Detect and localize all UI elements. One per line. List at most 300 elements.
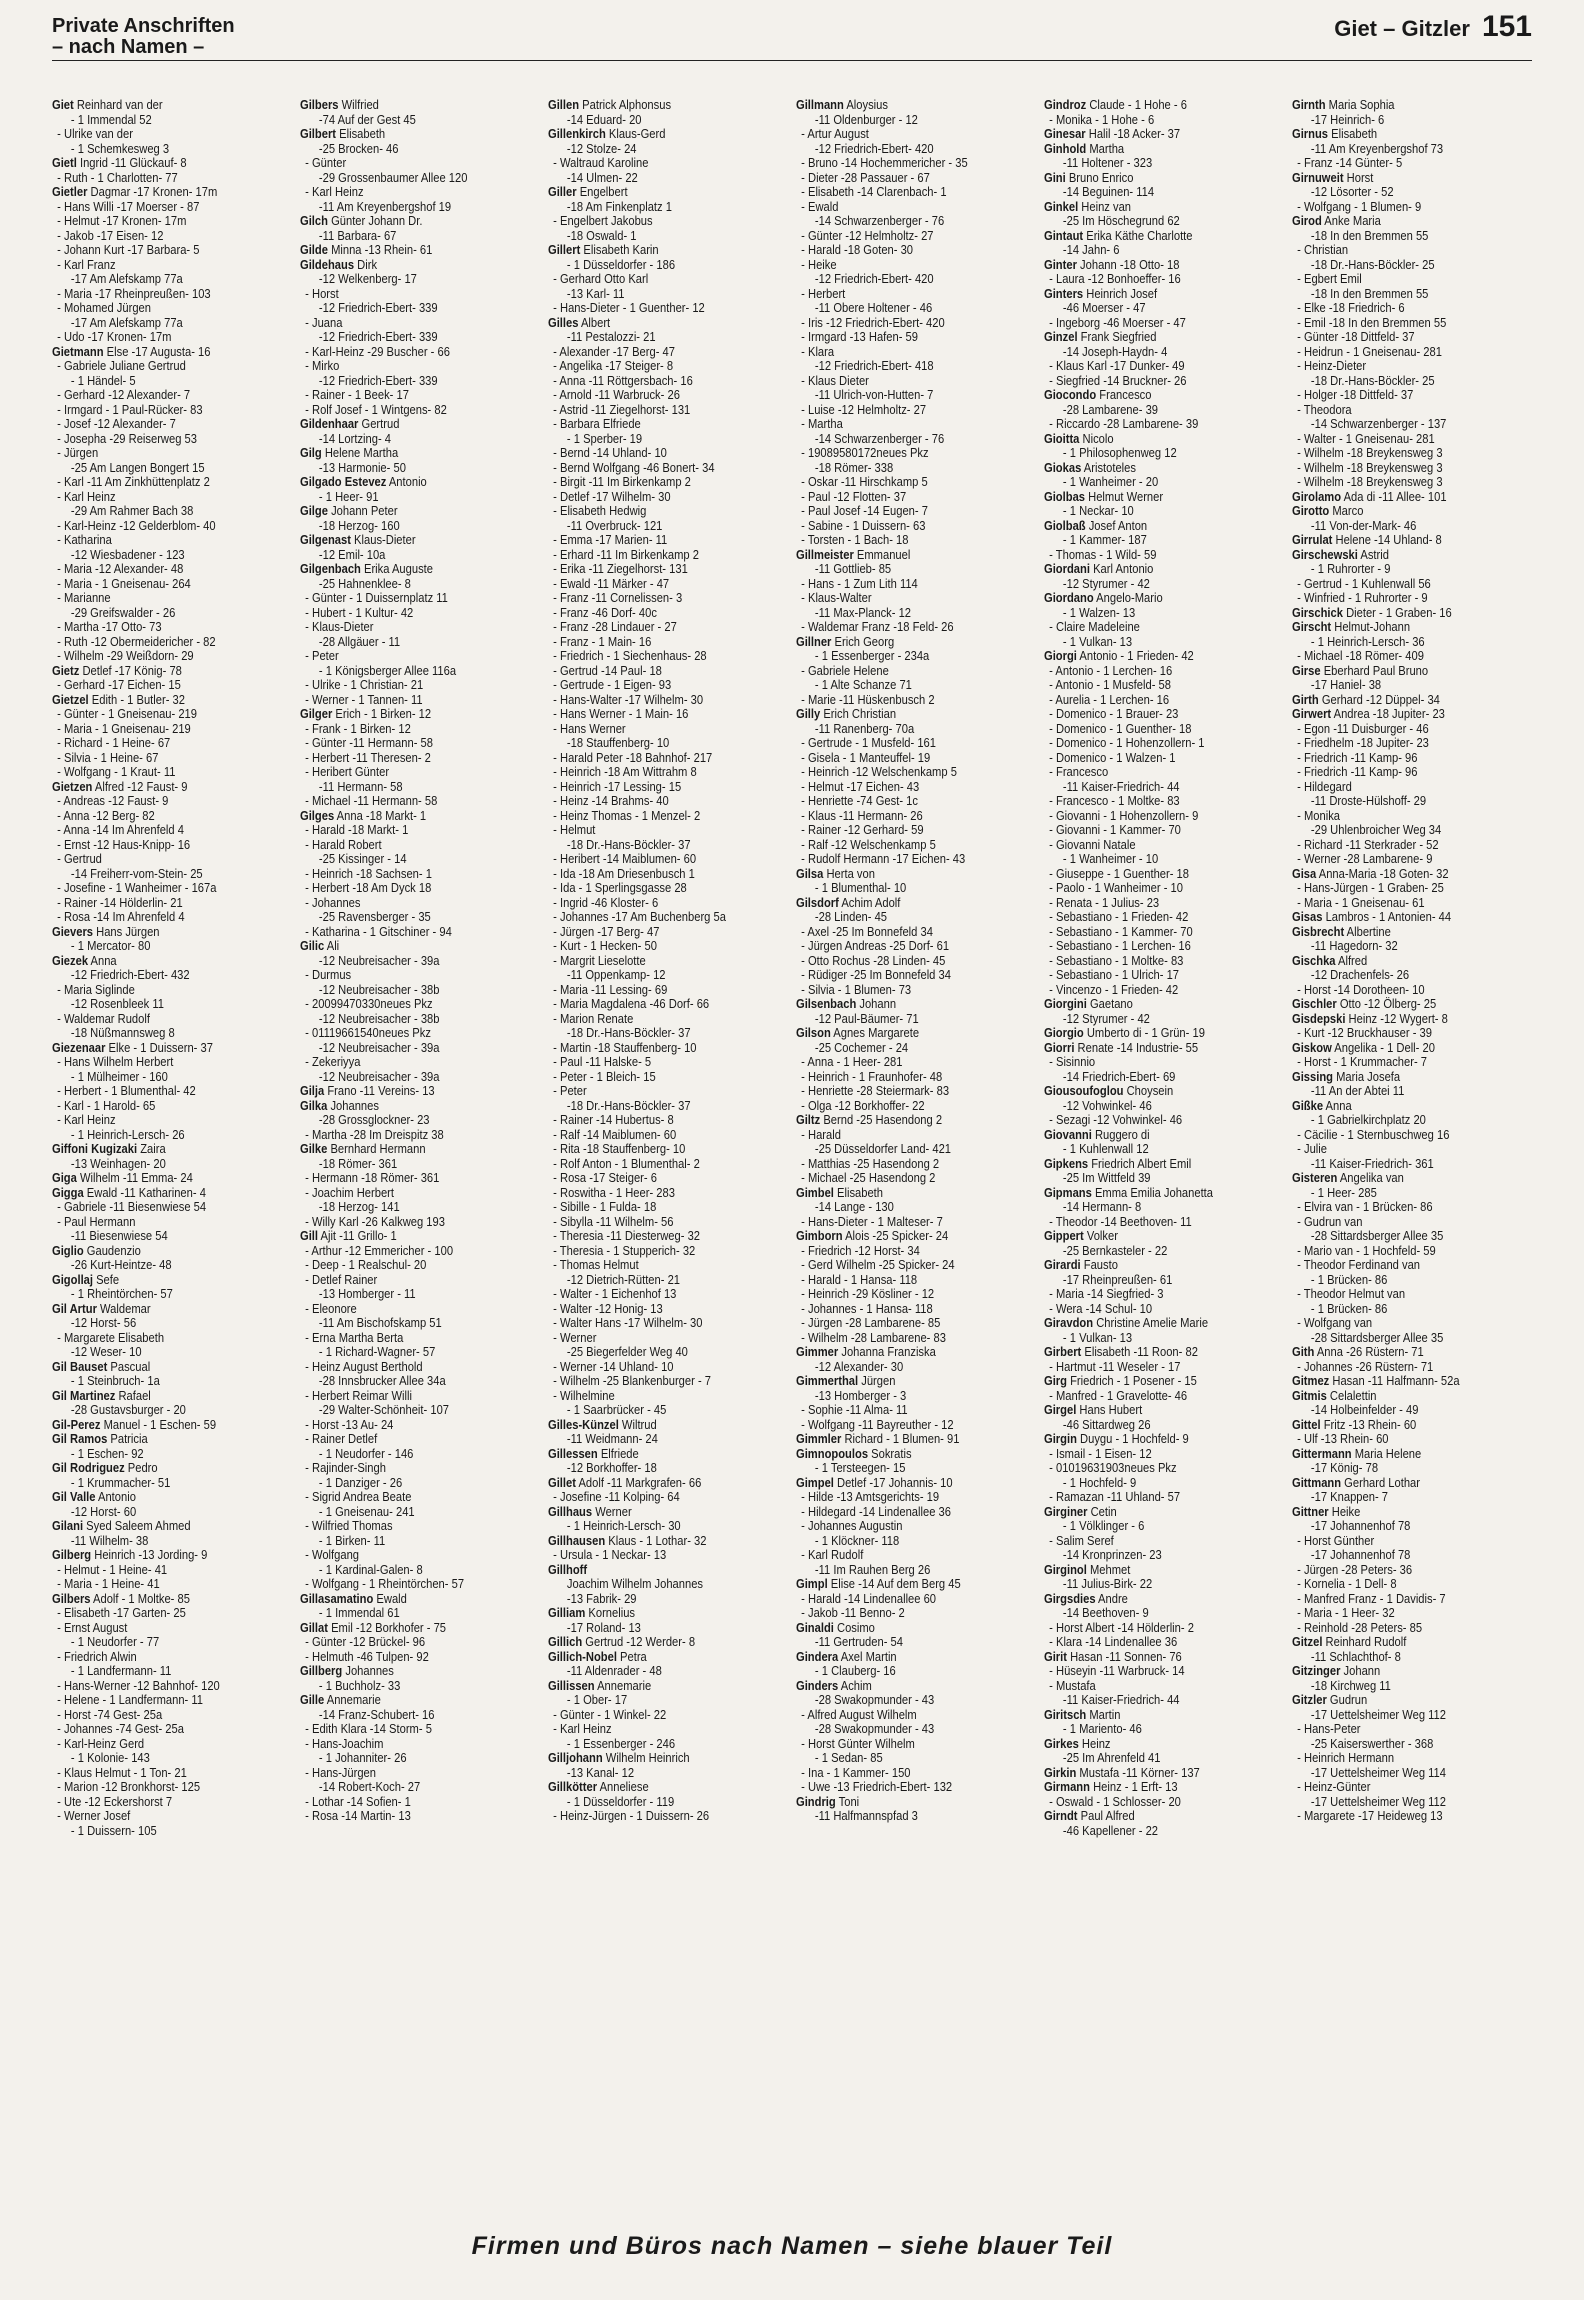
listing-entry bbox=[300, 272, 506, 287]
entry-text: -17 Rheinpreußen- 61 bbox=[1062, 1271, 1173, 1287]
surname: Gittermann bbox=[1292, 1445, 1352, 1461]
listing-entry bbox=[1292, 838, 1498, 853]
entry-text: - Christian bbox=[1297, 242, 1349, 257]
surname-entry bbox=[300, 417, 506, 432]
surname-entry bbox=[548, 1751, 754, 1766]
listing-entry bbox=[52, 1229, 258, 1244]
entry-text: -25 Hahnenklee- 8 bbox=[318, 575, 411, 591]
surname: Giffoni Kugizaki bbox=[52, 1141, 138, 1156]
entry-text: - Johannes -74 Gest- 25a bbox=[57, 1721, 184, 1736]
listing-entry bbox=[300, 1331, 506, 1346]
listing-entry bbox=[1292, 635, 1498, 650]
listing-entry bbox=[300, 1244, 506, 1259]
listing-entry bbox=[548, 374, 754, 389]
listing-entry bbox=[1044, 954, 1250, 969]
listing-entry bbox=[796, 1809, 1002, 1824]
listing-entry bbox=[548, 388, 754, 403]
listing-entry bbox=[548, 1345, 754, 1360]
entry-text: - Hildegard -14 Lindenallee 36 bbox=[801, 1503, 951, 1519]
surname-entry bbox=[1292, 997, 1498, 1012]
entry-text: - 1 Kardinal-Galen- 8 bbox=[318, 1561, 423, 1577]
entry-text: - Aurelia - 1 Lerchen- 16 bbox=[1049, 691, 1170, 707]
entry-text: - Richard -11 Sterkrader - 52 bbox=[1297, 836, 1439, 852]
entry-text: - Rita -18 Stauffenberg- 10 bbox=[553, 1141, 686, 1156]
surname-entry bbox=[1292, 1389, 1498, 1404]
entry-text: -28 Sittardsberger Allee 35 bbox=[1310, 1228, 1444, 1243]
entry-text: - Vincenzo - 1 Frieden- 42 bbox=[1049, 981, 1179, 997]
listing-entry bbox=[300, 881, 506, 896]
listing-entry bbox=[52, 1824, 258, 1839]
surname: Gilani bbox=[52, 1518, 84, 1533]
entry-text: - Hans-Werner -12 Bahnhof- 120 bbox=[57, 1677, 220, 1693]
entry-text: - Domenico - 1 Guenther- 18 bbox=[1049, 720, 1192, 736]
entry-text: - Harald bbox=[801, 1126, 841, 1142]
surname: Gietler bbox=[52, 184, 88, 199]
surname-entry bbox=[1292, 1374, 1498, 1389]
surname-entry bbox=[796, 1113, 1002, 1128]
entry-text: - Claire Madeleine bbox=[1049, 619, 1140, 634]
entry-text: -28 Swakopmunder - 43 bbox=[814, 1692, 935, 1707]
entry-text: - 1 Danziger - 26 bbox=[318, 1474, 403, 1490]
entry-text: Elfriede bbox=[597, 1445, 639, 1461]
listing-entry bbox=[548, 287, 754, 302]
entry-text: - Hans Willi -17 Moerser - 87 bbox=[57, 198, 200, 214]
surname: Gimnopoulos bbox=[796, 1445, 869, 1461]
listing-entry bbox=[796, 794, 1002, 809]
surname: Gillen bbox=[548, 98, 580, 112]
listing-entry bbox=[796, 1737, 1002, 1752]
entry-text: - Giovanni - 1 Kammer- 70 bbox=[1049, 822, 1181, 837]
surname: Gillissen bbox=[548, 1677, 595, 1693]
entry-text: Mustafa -11 Körner- 137 bbox=[1076, 1764, 1200, 1780]
entry-text: - Katharina - 1 Gitschiner - 94 bbox=[305, 923, 452, 939]
entry-text: -74 Auf der Gest 45 bbox=[318, 111, 416, 127]
listing-entry bbox=[300, 1389, 506, 1404]
listing-entry bbox=[52, 1606, 258, 1621]
entry-text: -12 Dietrich-Rütten- 21 bbox=[566, 1271, 681, 1287]
entry-text: Elisabeth Karin bbox=[580, 242, 659, 257]
entry-text: - 1 Krummacher- 51 bbox=[70, 1474, 171, 1490]
entry-text: - Anna -14 Im Ahrenfeld 4 bbox=[57, 822, 184, 837]
surname: Giolbas bbox=[1044, 488, 1086, 504]
listing-entry bbox=[52, 1563, 258, 1578]
entry-text: - 20099470330neues Pkz bbox=[305, 996, 433, 1011]
surname: Gillich-Nobel bbox=[548, 1648, 617, 1664]
listing-entry bbox=[1044, 1215, 1250, 1230]
listing-entry bbox=[796, 1273, 1002, 1288]
entry-text: - Klaus Dieter bbox=[801, 372, 869, 388]
listing-entry bbox=[1044, 896, 1250, 911]
listing-entry bbox=[1044, 1360, 1250, 1375]
entry-text: - Gerhard -17 Eichen- 15 bbox=[57, 677, 181, 692]
surname-entry bbox=[548, 1780, 754, 1795]
listing-entry bbox=[52, 1055, 258, 1070]
surname: Gisteren bbox=[1292, 1170, 1338, 1185]
listing-entry bbox=[796, 780, 1002, 795]
entry-text: Albertine bbox=[1344, 923, 1391, 939]
entry-text: Erich Christian bbox=[820, 706, 897, 721]
entry-text: - Sebastiano - 1 Frieden- 42 bbox=[1049, 909, 1189, 924]
surname-entry bbox=[300, 127, 506, 142]
entry-text: -17 Roland- 13 bbox=[566, 1619, 641, 1635]
entry-text: -14 Franz-Schubert- 16 bbox=[318, 1706, 435, 1722]
surname-entry bbox=[52, 156, 258, 171]
surname-entry bbox=[1044, 562, 1250, 577]
listing-entry bbox=[548, 881, 754, 896]
surname: Ginaldi bbox=[796, 1619, 834, 1635]
entry-text: - Theresia - 1 Stupperich- 32 bbox=[553, 1242, 696, 1258]
entry-text: - Peter bbox=[305, 648, 339, 663]
entry-text: - 1 Mariento- 46 bbox=[1062, 1721, 1142, 1736]
surname: Giorri bbox=[1044, 1039, 1075, 1055]
listing-entry bbox=[52, 1287, 258, 1302]
surname-entry bbox=[52, 1461, 258, 1476]
entry-text: Annemarie bbox=[324, 1692, 381, 1707]
listing-entry bbox=[1044, 1577, 1250, 1592]
surname: Gilles bbox=[548, 314, 579, 330]
surname: Girmann bbox=[1044, 1779, 1090, 1794]
entry-text: Johannes bbox=[342, 1663, 394, 1678]
surname-entry bbox=[1044, 1737, 1250, 1752]
listing-entry bbox=[52, 910, 258, 925]
entry-text: -18 Kirchweg 11 bbox=[1310, 1677, 1391, 1693]
entry-text: - Hans-Dieter - 1 Guenther- 12 bbox=[553, 300, 705, 315]
surname-entry bbox=[300, 809, 506, 824]
surname: Gillhausen bbox=[548, 1532, 606, 1548]
entry-text: - Hildegard bbox=[1297, 778, 1352, 794]
listing-entry bbox=[1292, 577, 1498, 592]
surname: Gindrig bbox=[796, 1793, 836, 1809]
surname-entry bbox=[796, 997, 1002, 1012]
entry-text: - Martha bbox=[801, 416, 843, 431]
listing-entry bbox=[1044, 504, 1250, 519]
entry-text: - Günter -18 Dittfeld- 37 bbox=[1297, 329, 1415, 344]
listing-entry bbox=[300, 287, 506, 302]
listing-entry bbox=[52, 1215, 258, 1230]
entry-text: - Laura -12 Bonhoeffer- 16 bbox=[1049, 271, 1181, 286]
surname-entry bbox=[548, 1650, 754, 1665]
entry-text: Gudrun bbox=[1326, 1692, 1368, 1707]
entry-text: - 01119661540neues Pkz bbox=[305, 1025, 431, 1040]
entry-text: Martin bbox=[1086, 1706, 1121, 1722]
entry-text: - Wolfgang - 1 Rheintörchen- 57 bbox=[305, 1576, 465, 1591]
entry-text: Josef Anton bbox=[1085, 517, 1148, 533]
entry-text: - Helmut bbox=[553, 822, 596, 837]
entry-text: -18 In den Bremmen 55 bbox=[1310, 285, 1429, 301]
listing-entry bbox=[300, 1041, 506, 1056]
directory-column bbox=[1292, 98, 1532, 2208]
listing-entry bbox=[548, 504, 754, 519]
listing-entry bbox=[1292, 1200, 1498, 1215]
surname-entry bbox=[1044, 1026, 1250, 1041]
surname: Gilsdorf bbox=[796, 894, 839, 910]
surname: Gillessen bbox=[548, 1445, 598, 1461]
surname-entry bbox=[1044, 1316, 1250, 1331]
entry-text: - Gerhard Otto Karl bbox=[553, 271, 649, 286]
entry-text: - Hüseyin -11 Warbruck- 14 bbox=[1049, 1663, 1185, 1678]
entry-text: -28 Lambarene- 39 bbox=[1062, 401, 1159, 417]
listing-entry bbox=[548, 432, 754, 447]
entry-text: - Wilhelm -25 Blankenburger - 7 bbox=[553, 1373, 711, 1388]
entry-text: -14 Beethoven- 9 bbox=[1062, 1605, 1149, 1620]
surname-entry bbox=[1044, 258, 1250, 273]
entry-text: - Hermann -18 Römer- 361 bbox=[305, 1170, 440, 1185]
surname: Giga bbox=[52, 1170, 77, 1185]
listing-entry bbox=[796, 1360, 1002, 1375]
surname: Girndt bbox=[1044, 1808, 1078, 1823]
entry-text: - Gerhard -12 Alexander- 7 bbox=[57, 387, 191, 402]
listing-entry bbox=[1292, 1766, 1498, 1781]
entry-text: -12 Lösorter - 52 bbox=[1310, 184, 1394, 199]
entry-text: - Ingrid -46 Kloster- 6 bbox=[553, 894, 659, 910]
listing-entry bbox=[1292, 345, 1498, 360]
listing-entry bbox=[548, 156, 754, 171]
entry-text: -11 Halfmannspfad 3 bbox=[814, 1808, 918, 1823]
entry-text: -12 Horst- 60 bbox=[70, 1503, 137, 1519]
listing-entry bbox=[1044, 1722, 1250, 1737]
entry-text: Johannes bbox=[327, 1097, 379, 1113]
listing-entry bbox=[796, 1418, 1002, 1433]
entry-text: - Angelika -17 Steiger- 8 bbox=[553, 358, 674, 373]
surname: Gilson bbox=[796, 1025, 831, 1040]
listing-entry bbox=[796, 1664, 1002, 1679]
entry-text: - Friedrich Alwin bbox=[57, 1648, 137, 1664]
entry-text: - Hubert - 1 Kultur- 42 bbox=[305, 604, 414, 620]
surname-entry bbox=[1292, 1345, 1498, 1360]
listing-entry bbox=[548, 664, 754, 679]
surname-entry bbox=[300, 939, 506, 954]
entry-text: - Heinrich Hermann bbox=[1297, 1750, 1395, 1765]
entry-text: Heinz -12 Wygert- 8 bbox=[1345, 1010, 1448, 1026]
entry-text: Friedrich Albert Emil bbox=[1088, 1155, 1192, 1171]
listing-entry bbox=[1292, 461, 1498, 476]
entry-text: -14 Joseph-Haydn- 4 bbox=[1062, 343, 1168, 359]
entry-text: - Heinz -14 Brahms- 40 bbox=[553, 793, 669, 808]
entry-text: -29 Grossenbaumer Allee 120 bbox=[318, 169, 468, 185]
entry-text: - Giovanni - 1 Hohenzollern- 9 bbox=[1049, 807, 1199, 823]
surname-entry bbox=[52, 1519, 258, 1534]
entry-text: - Paul -11 Halske- 5 bbox=[553, 1054, 652, 1069]
listing-entry bbox=[52, 403, 258, 418]
listing-entry bbox=[1292, 287, 1498, 302]
page-header bbox=[52, 10, 1532, 61]
listing-entry bbox=[796, 1316, 1002, 1331]
entry-text: - Ruth - 1 Charlotten- 77 bbox=[57, 169, 178, 185]
listing-entry bbox=[52, 1577, 258, 1592]
surname: Giordano bbox=[1044, 590, 1094, 605]
name-range: Giet – Gitzler bbox=[1334, 16, 1470, 41]
entry-text: - Maria Siglinde bbox=[57, 981, 135, 997]
entry-text: -18 Römer- 361 bbox=[318, 1155, 398, 1171]
listing-entry bbox=[300, 664, 506, 679]
listing-entry bbox=[52, 606, 258, 621]
listing-entry bbox=[52, 388, 258, 403]
entry-text: - 19089580172neues Pkz bbox=[801, 445, 929, 460]
listing-entry bbox=[1044, 1751, 1250, 1766]
surname: Gindera bbox=[796, 1648, 839, 1664]
surname-entry bbox=[1044, 287, 1250, 302]
entry-text: -14 Schwarzenberger - 76 bbox=[814, 430, 945, 446]
listing-entry bbox=[52, 171, 258, 186]
listing-entry bbox=[52, 809, 258, 824]
listing-entry bbox=[300, 1519, 506, 1534]
entry-text: -18 Römer- 338 bbox=[814, 459, 894, 475]
listing-entry bbox=[1292, 1679, 1498, 1694]
entry-text: -11 Pestalozzi- 21 bbox=[566, 329, 656, 344]
entry-text: Gerhard Lothar bbox=[1341, 1474, 1421, 1490]
entry-text: - Gisela - 1 Manteuffel- 19 bbox=[801, 749, 931, 765]
listing-entry bbox=[1044, 678, 1250, 693]
entry-text: Manuel - 1 Eschen- 59 bbox=[100, 1416, 217, 1432]
listing-entry bbox=[1292, 403, 1498, 418]
entry-text: - Friedrich - 1 Siechenhaus- 28 bbox=[553, 648, 707, 663]
listing-entry bbox=[52, 1534, 258, 1549]
listing-entry bbox=[1292, 359, 1498, 374]
entry-text: - Heinrich - 1 Fraunhofer- 48 bbox=[801, 1068, 943, 1084]
entry-text: Andre bbox=[1095, 1590, 1128, 1606]
entry-text: - Uwe -13 Friedrich-Ebert- 132 bbox=[801, 1779, 953, 1794]
entry-text: - Helene - 1 Landfermann- 11 bbox=[57, 1692, 203, 1707]
entry-text: - Rainer -14 Hölderlin- 21 bbox=[57, 894, 183, 910]
listing-entry bbox=[300, 1403, 506, 1418]
entry-text: - 1 Walzen- 13 bbox=[1062, 604, 1136, 620]
entry-text: - Rainer - 1 Beek- 17 bbox=[305, 387, 409, 402]
entry-text: -13 Fabrik- 29 bbox=[566, 1590, 637, 1606]
entry-text: - Ingeborg -46 Moerser - 47 bbox=[1049, 314, 1186, 330]
listing-entry bbox=[1292, 1084, 1498, 1099]
listing-entry bbox=[796, 1070, 1002, 1085]
listing-entry bbox=[1292, 432, 1498, 447]
listing-entry bbox=[300, 432, 506, 447]
listing-entry bbox=[300, 1447, 506, 1462]
listing-entry bbox=[52, 533, 258, 548]
listing-entry bbox=[1044, 1548, 1250, 1563]
entry-text: Astrid bbox=[1357, 546, 1389, 562]
listing-entry bbox=[300, 1461, 506, 1476]
entry-text: - Johannes Augustin bbox=[801, 1518, 903, 1533]
listing-entry bbox=[1044, 1476, 1250, 1491]
entry-text: - 1 Brücken- 86 bbox=[1310, 1271, 1388, 1287]
surname: Gietz bbox=[52, 662, 80, 678]
entry-text: - Jürgen Andreas -25 Dorf- 61 bbox=[801, 938, 950, 953]
entry-text: -18 Dr.-Hans-Böckler- 37 bbox=[566, 1097, 691, 1113]
surname: Gilbers bbox=[52, 1590, 91, 1606]
listing-entry bbox=[548, 606, 754, 621]
entry-text: Heinrich Josef bbox=[1083, 285, 1158, 301]
entry-text: -12 Neubreisacher - 39a bbox=[318, 952, 440, 968]
entry-text: Pedro bbox=[124, 1460, 158, 1475]
entry-text: -18 Dr.-Hans-Böckler- 25 bbox=[1310, 256, 1435, 272]
entry-text: -25 Am Langen Bongert 15 bbox=[70, 459, 205, 475]
listing-entry bbox=[300, 388, 506, 403]
listing-entry bbox=[1044, 1012, 1250, 1027]
entry-text: Syed Saleem Ahmed bbox=[83, 1518, 191, 1533]
surname-entry bbox=[1044, 1128, 1250, 1143]
listing-entry bbox=[300, 461, 506, 476]
listing-entry bbox=[548, 954, 754, 969]
surname-entry bbox=[1292, 620, 1498, 635]
entry-text: - Francesco - 1 Moltke- 83 bbox=[1049, 793, 1180, 808]
entry-text: - Rainer -14 Hubertus- 8 bbox=[553, 1112, 674, 1127]
entry-text: - Walter - 1 Eichenhof 13 bbox=[553, 1286, 677, 1301]
listing-entry bbox=[1292, 156, 1498, 171]
surname: Gil Martinez bbox=[52, 1387, 116, 1403]
entry-text: - Karl-Heinz Gerd bbox=[57, 1735, 145, 1751]
surname: Gil-Perez bbox=[52, 1416, 101, 1432]
listing-entry bbox=[548, 736, 754, 751]
entry-text: -11 Julius-Birk- 22 bbox=[1062, 1576, 1153, 1591]
listing-entry bbox=[300, 1374, 506, 1389]
entry-text: -11 Kaiser-Friedrich- 361 bbox=[1310, 1155, 1434, 1171]
surname-entry bbox=[548, 1476, 754, 1491]
surname-entry bbox=[1044, 1229, 1250, 1244]
surname-entry bbox=[1044, 98, 1250, 113]
listing-entry bbox=[1044, 881, 1250, 896]
listing-entry bbox=[52, 1113, 258, 1128]
listing-entry bbox=[1044, 1447, 1250, 1462]
entry-text: - Otto Rochus -28 Linden- 45 bbox=[801, 952, 946, 968]
listing-entry bbox=[52, 881, 258, 896]
entry-text: Herta von bbox=[823, 865, 875, 881]
listing-entry bbox=[1292, 794, 1498, 809]
surname: Gilsenbach bbox=[796, 996, 857, 1011]
entry-text: - Elisabeth -14 Clarenbach- 1 bbox=[801, 184, 947, 199]
listing-entry bbox=[1292, 1244, 1498, 1259]
listing-entry bbox=[796, 562, 1002, 577]
entry-text: -18 Stauffenberg- 10 bbox=[566, 735, 670, 750]
listing-entry bbox=[52, 127, 258, 142]
surname: Gitzinger bbox=[1292, 1663, 1341, 1678]
surname: Girginer bbox=[1044, 1503, 1088, 1519]
listing-entry bbox=[1292, 736, 1498, 751]
entry-text: - Klara bbox=[801, 343, 835, 359]
entry-text: - Günter - 1 Gneisenau- 219 bbox=[57, 706, 197, 721]
surname: Girnth bbox=[1292, 98, 1326, 112]
entry-text: Adolf -11 Markgrafen- 66 bbox=[575, 1474, 702, 1490]
entry-text: - Hans-Jürgen bbox=[305, 1764, 377, 1780]
entry-text: -14 Ulmen- 22 bbox=[566, 169, 638, 185]
entry-text: Celalettin bbox=[1326, 1387, 1377, 1403]
surname-entry bbox=[1292, 693, 1498, 708]
entry-text: - Egbert Emil bbox=[1297, 271, 1362, 286]
listing-entry bbox=[548, 722, 754, 737]
listing-entry bbox=[300, 852, 506, 867]
listing-entry bbox=[548, 1273, 754, 1288]
listing-entry bbox=[1292, 780, 1498, 795]
entry-text: -11 Gertruden- 54 bbox=[814, 1634, 903, 1649]
listing-entry bbox=[52, 359, 258, 374]
listing-entry bbox=[1044, 664, 1250, 679]
surname: Gilde bbox=[300, 242, 328, 257]
entry-text: - Wilhelm -18 Breykensweg 3 bbox=[1297, 445, 1443, 460]
entry-text: - 1 Kammer- 187 bbox=[1062, 532, 1147, 547]
entry-text: - Erhard -11 Im Birkenkamp 2 bbox=[553, 546, 699, 562]
listing-entry bbox=[548, 1026, 754, 1041]
surname-entry bbox=[548, 98, 754, 113]
surname: Giravdon bbox=[1044, 1315, 1094, 1330]
surname-entry bbox=[548, 127, 754, 142]
listing-entry bbox=[1044, 1302, 1250, 1317]
surname: Girrulat bbox=[1292, 532, 1333, 547]
entry-text: - Werner -28 Lambarene- 9 bbox=[1297, 851, 1433, 866]
entry-text: Duygu - 1 Hochfeld- 9 bbox=[1076, 1431, 1189, 1446]
entry-text: - Ralf -14 Maiblumen- 60 bbox=[553, 1126, 677, 1142]
entry-text: - Harald -14 Lindenallee 60 bbox=[801, 1590, 937, 1606]
listing-entry bbox=[52, 707, 258, 722]
surname-entry bbox=[796, 1447, 1002, 1462]
entry-text: Petra bbox=[616, 1648, 647, 1664]
entry-text: -25 Düsseldorfer Land- 421 bbox=[814, 1141, 952, 1156]
